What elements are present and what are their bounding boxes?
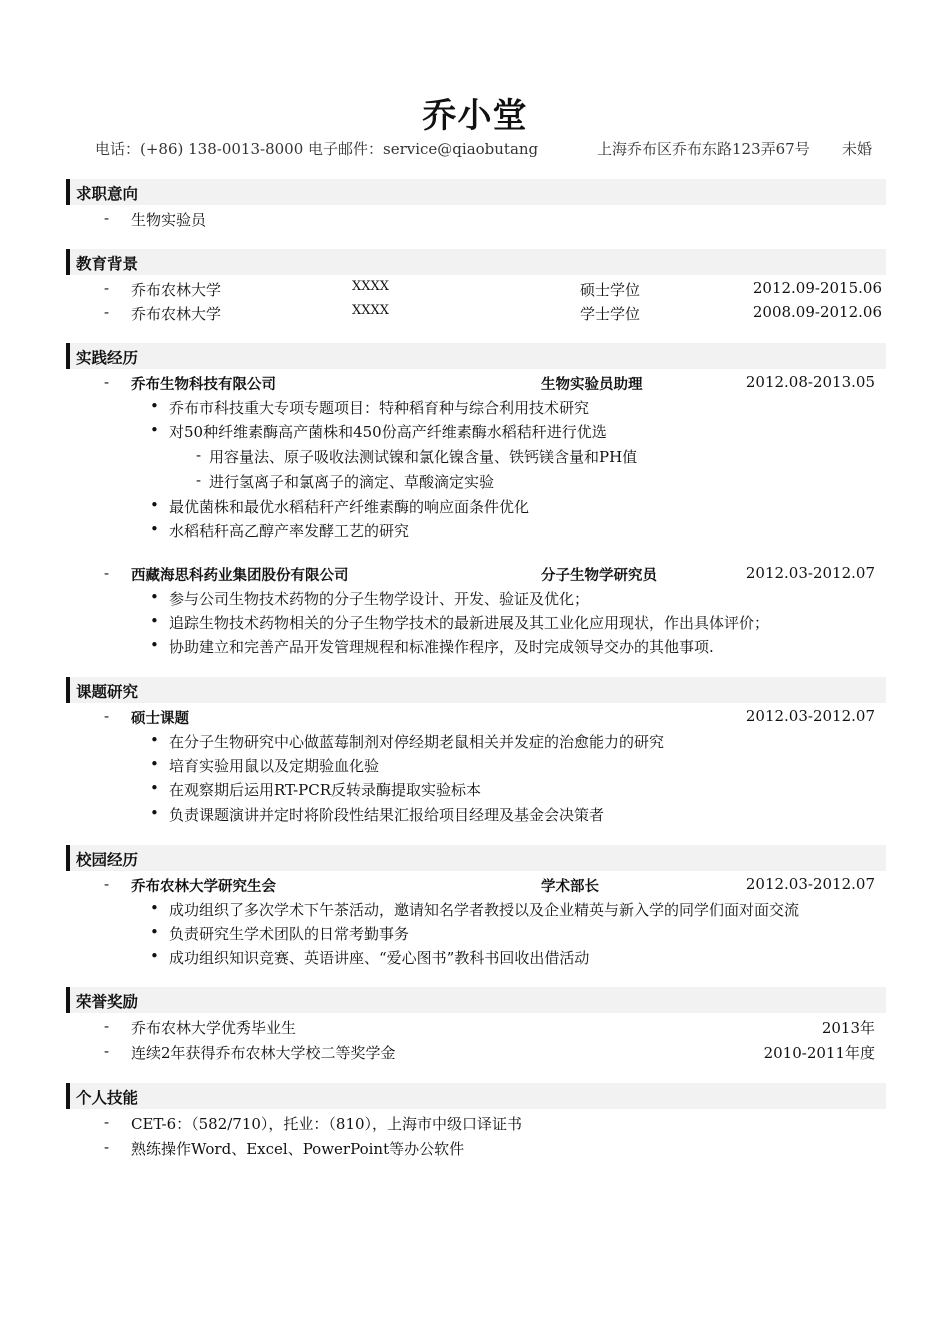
contact-marital-status: 未婚	[842, 140, 873, 158]
bullet-marker: •	[150, 612, 159, 630]
bullet-text: 水稻秸秆高乙醇产率发酵工艺的研究	[169, 522, 410, 540]
bullet-marker: •	[150, 923, 159, 941]
campus-organization: 乔布农林大学研究生会	[131, 879, 276, 895]
section-header-education	[66, 249, 886, 275]
skill-text: 熟练操作Word、Excel、PowerPoint等办公软件	[131, 1140, 465, 1158]
bullet-marker: •	[150, 397, 159, 415]
section-header-honors	[66, 987, 886, 1013]
bullet-text: 乔布市科技重大专项专题项目：特种稻育种与综合利用技术研究	[169, 399, 590, 417]
section-header-skills	[66, 1083, 886, 1109]
honor-text: 乔布农林大学优秀毕业生	[131, 1019, 297, 1037]
bullet-text: 追踪生物技术药物相关的分子生物学技术的最新进展及其工业化应用现状，作出具体评价；	[169, 614, 770, 632]
bullet-marker: •	[150, 899, 159, 917]
bullet-marker: •	[150, 496, 159, 514]
contact-phone: 电话：(+86) 138-0013-8000	[95, 140, 304, 158]
education-degree: 学士学位	[580, 305, 641, 323]
campus-dates: 2012.03-2012.07	[745, 875, 875, 893]
bullet-text: 对50种纤维素酶高产菌株和450份高产纤维素酶水稻秸秆进行优选	[169, 423, 607, 441]
bullet-marker: •	[150, 947, 159, 965]
research-header-row	[0, 707, 950, 731]
job-header-row	[0, 373, 950, 397]
job-header-row	[0, 564, 950, 588]
job-dates: 2012.08-2013.05	[745, 373, 875, 391]
honor-row	[0, 1042, 950, 1066]
bullet-text: 参与公司生物技术药物的分子生物学设计、开发、验证及优化；	[169, 590, 590, 608]
objective-text: 生物实验员	[131, 211, 207, 229]
section-header-objective	[66, 179, 886, 205]
dash-marker: -	[104, 1113, 110, 1131]
job-dates: 2012.03-2012.07	[745, 564, 875, 582]
bullet-marker: •	[150, 731, 159, 749]
dash-marker: -	[104, 707, 110, 725]
education-row	[0, 279, 950, 303]
job-role: 生物实验员助理	[541, 377, 643, 393]
campus-header-row	[0, 875, 950, 899]
dash-marker: -	[104, 209, 110, 227]
bullet-marker: •	[150, 421, 159, 439]
bullet-text: 负责研究生学术团队的日常考勤事务	[169, 925, 410, 943]
job-role: 分子生物学研究员	[541, 568, 657, 584]
section-title: 教育背景	[76, 255, 139, 273]
skill-row	[0, 1138, 950, 1162]
section-header-practice	[66, 343, 886, 369]
sub-dash-marker: -	[196, 446, 202, 464]
job-organization: 西藏海思科药业集团股份有限公司	[131, 568, 349, 584]
section-title: 荣誉奖励	[76, 993, 139, 1011]
education-school: 乔布农林大学	[131, 281, 222, 299]
bullet-text: 协助建立和完善产品开发管理规程和标准操作程序，及时完成领导交办的其他事项.	[169, 638, 714, 656]
campus-role: 学术部长	[541, 879, 599, 895]
dash-marker: -	[104, 373, 110, 391]
section-header-campus	[66, 845, 886, 871]
bullet-marker: •	[150, 588, 159, 606]
honor-date: 2010-2011年度	[763, 1044, 875, 1062]
honor-date: 2013年	[821, 1019, 875, 1037]
candidate-name: 乔小堂	[422, 96, 528, 136]
honor-text: 连续2年获得乔布农林大学校二等奖学金	[131, 1044, 396, 1062]
sub-item-text: 进行氢离子和氯离子的滴定、草酸滴定实验	[209, 473, 495, 491]
section-header-research	[66, 677, 886, 703]
dash-marker: -	[104, 1042, 110, 1060]
bullet-text: 在观察期后运用RT-PCR反转录酶提取实验标本	[169, 781, 482, 799]
skill-text: CET-6：（582/710），托业：（810），上海市中级口译证书	[131, 1115, 523, 1133]
education-school: 乔布农林大学	[131, 305, 222, 323]
job-organization: 乔布生物科技有限公司	[131, 377, 276, 393]
research-project: 硕士课题	[131, 711, 189, 727]
sub-item-text: 用容量法、原子吸收法测试镍和氯化镍含量、铁钙镁含量和PH值	[209, 448, 638, 466]
dash-marker: -	[104, 564, 110, 582]
section-title: 实践经历	[76, 349, 139, 367]
bullet-text: 成功组织了多次学术下午茶活动，邀请知名学者教授以及企业精英与新入学的同学们面对面交流	[169, 901, 800, 919]
bullet-marker: •	[150, 804, 159, 822]
bullet-text: 在分子生物研究中心做蓝莓制剂对停经期老鼠相关并发症的治愈能力的研究	[169, 733, 665, 751]
section-title: 求职意向	[76, 185, 139, 203]
skill-row	[0, 1113, 950, 1137]
education-dates: 2012.09-2015.06	[752, 279, 882, 297]
dash-marker: -	[104, 875, 110, 893]
bullet-text: 成功组织知识竞赛、英语讲座、“爱心图书”教科书回收出借活动	[169, 949, 590, 967]
education-degree: 硕士学位	[580, 281, 641, 299]
dash-marker: -	[104, 1138, 110, 1156]
section-title: 校园经历	[76, 851, 139, 869]
education-major: XXXX	[352, 279, 390, 294]
education-dates: 2008.09-2012.06	[752, 303, 882, 321]
bullet-marker: •	[150, 755, 159, 773]
contact-address: 上海乔布区乔布东路123弄67号	[597, 140, 810, 158]
section-title: 个人技能	[76, 1089, 139, 1107]
sub-dash-marker: -	[196, 471, 202, 489]
section-title: 课题研究	[76, 683, 139, 701]
education-row	[0, 303, 950, 327]
bullet-text: 负责课题演讲并定时将阶段性结果汇报给项目经理及基金会决策者	[169, 806, 605, 824]
bullet-marker: •	[150, 779, 159, 797]
contact-email: 电子邮件：service@qiaobutang	[308, 140, 539, 158]
objective-row	[0, 209, 950, 233]
bullet-text: 培育实验用鼠以及定期验血化验	[169, 757, 380, 775]
bullet-marker: •	[150, 520, 159, 538]
dash-marker: -	[104, 279, 110, 297]
dash-marker: -	[104, 303, 110, 321]
education-major: XXXX	[352, 303, 390, 318]
dash-marker: -	[104, 1017, 110, 1035]
research-dates: 2012.03-2012.07	[745, 707, 875, 725]
bullet-marker: •	[150, 636, 159, 654]
bullet-text: 最优菌株和最优水稻秸秆产纤维素酶的响应面条件优化	[169, 498, 530, 516]
honor-row	[0, 1017, 950, 1041]
